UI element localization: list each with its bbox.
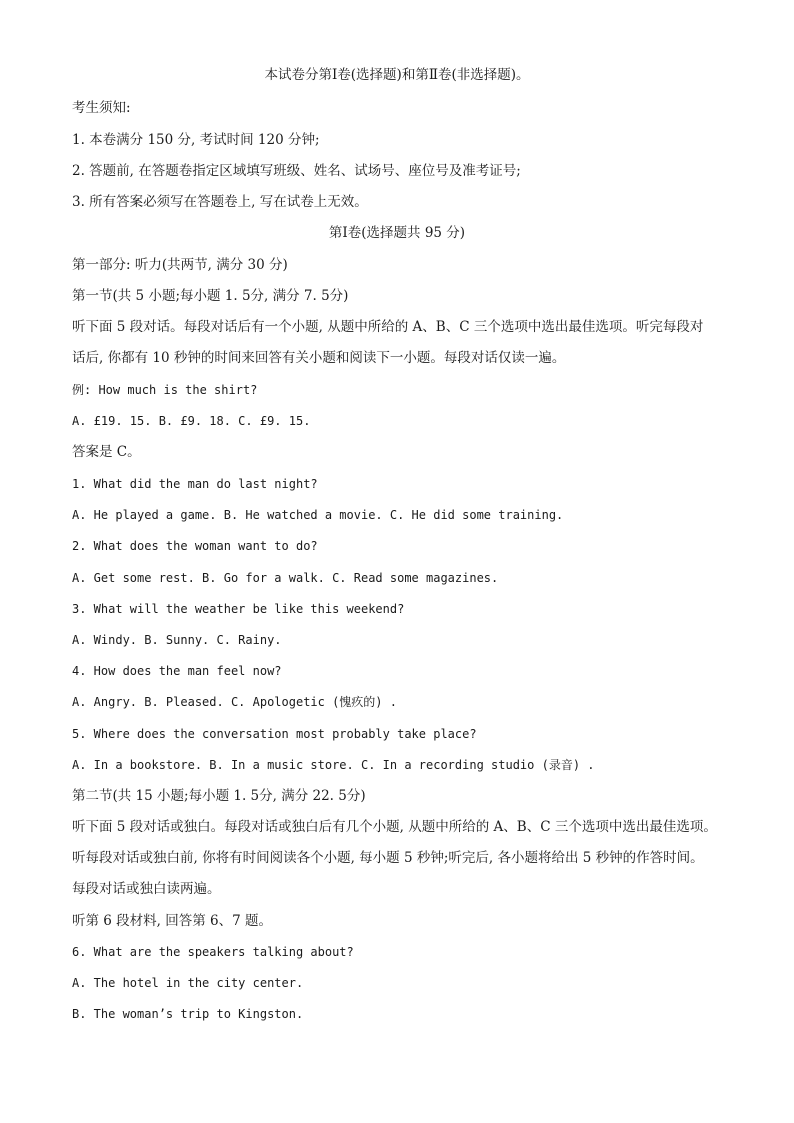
question-2-options: A. Get some rest. B. Go for a walk. C. Read some magazines. — [72, 571, 499, 585]
example-answer: 答案是 C。 — [72, 444, 141, 460]
question-6: 6. What are the speakers talking about? — [72, 945, 354, 959]
paper-title: 本试卷分第Ⅰ卷(选择题)和第Ⅱ卷(非选择题)。 — [264, 67, 530, 83]
question-1-options: A. He played a game. B. He watched a movie. C. He did some training. — [72, 508, 564, 522]
question-3-options: A. Windy. B. Sunny. C. Rainy. — [72, 633, 282, 647]
notice-heading: 考生须知: — [72, 100, 131, 116]
question-4: 4. How does the man feel now? — [72, 664, 282, 678]
material-6-heading: 听第 6 段材料, 回答第 6、7 题。 — [72, 913, 273, 929]
question-1: 1. What did the man do last night? — [72, 477, 318, 491]
question-4-options: A. Angry. B. Pleased. C. Apologetic (愧疚的) . — [72, 695, 397, 709]
question-5: 5. Where does the conversation most probably take place? — [72, 727, 477, 741]
example-question: 例: How much is the shirt? — [72, 383, 258, 397]
section-2-instructions-line-1: 听下面 5 段对话或独白。每段对话或独白后有几个小题, 从题中所给的 A、B、C 三个选项中选出最佳选项。 — [72, 819, 717, 835]
section-1-title: 第一节(共 5 小题;每小题 1. 5分, 满分 7. 5分) — [72, 288, 349, 304]
part-1-title: 第一部分: 听力(共两节, 满分 30 分) — [72, 257, 288, 273]
question-6-option-a: A. The hotel in the city center. — [72, 976, 304, 990]
example-options: A. £19. 15. B. £9. 18. C. £9. 15. — [72, 414, 311, 428]
question-5-options: A. In a bookstore. B. In a music store. C. In a recording studio (录音) . — [72, 758, 595, 772]
question-6-option-b: B. The woman’s trip to Kingston. — [72, 1007, 304, 1021]
section-2-instructions-line-3: 每段对话或独白读两遍。 — [72, 881, 221, 897]
section-1-instructions-line-2: 话后, 你都有 10 秒钟的时间来回答有关小题和阅读下一小题。每段对话仅读一遍。 — [72, 350, 566, 366]
section-2-title: 第二节(共 15 小题;每小题 1. 5分, 满分 22. 5分) — [72, 788, 366, 804]
notice-item-3: 3. 所有答案必须写在答题卷上, 写在试卷上无效。 — [72, 194, 368, 210]
notice-item-1: 1. 本卷满分 150 分, 考试时间 120 分钟; — [72, 132, 320, 148]
question-2: 2. What does the woman want to do? — [72, 539, 318, 553]
section-2-instructions-line-2: 听每段对话或独白前, 你将有时间阅读各个小题, 每小题 5 秒钟;听完后, 各小题将给出 5 秒钟的作答时间。 — [72, 850, 704, 866]
section-1-instructions-line-1: 听下面 5 段对话。每段对话后有一个小题, 从题中所给的 A、B、C 三个选项中选出最佳选项。听完每段对 — [72, 319, 704, 335]
volume-1-title: 第Ⅰ卷(选择题共 95 分) — [328, 225, 466, 241]
question-3: 3. What will the weather be like this weekend? — [72, 602, 405, 616]
notice-item-2: 2. 答题前, 在答题卷指定区域填写班级、姓名、试场号、座位号及准考证号; — [72, 163, 521, 179]
